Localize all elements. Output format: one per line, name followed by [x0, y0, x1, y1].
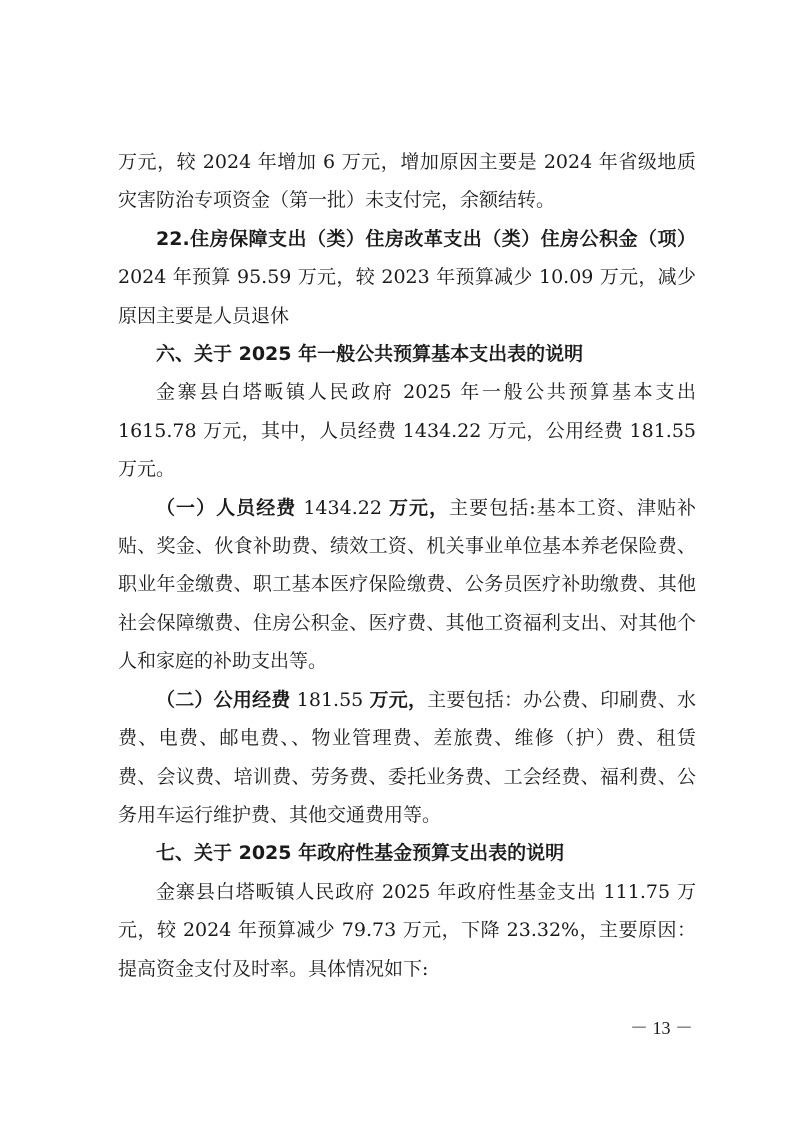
page-number: － 13 －: [630, 1018, 693, 1038]
paragraph-personnel-costs: [118, 489, 696, 681]
public-text: 主要包括：办公费、印刷费、水费、电费、邮电费、、物业管理费、差旅费、维修（护）费、租赁费、会议费、培训费、劳务费、委托业务费、工会经费、福利费、公务用车运行维护费、其他交通费用等。: [118, 688, 696, 826]
personnel-unit: 万元，: [389, 496, 450, 519]
paragraph-basic-expenditure: 金寨县白塔畈镇人民政府 2025 年一般公共预算基本支出 1615.78 万元，其中，人员经费 1434.22 万元，公用经费 181.55 万元。: [118, 381, 696, 481]
public-unit: 万元，: [369, 688, 428, 711]
subheading-personnel: （一）人员经费: [156, 496, 297, 519]
paragraph-public-costs: [118, 681, 696, 835]
section-heading-6: 六、关于 2025 年一般公共预算基本支出表的说明: [156, 343, 584, 366]
section-heading-7: 七、关于 2025 年政府性基金预算支出表的说明: [156, 842, 565, 865]
document-body: [118, 143, 696, 988]
personnel-amount: 1434.22: [296, 496, 389, 519]
public-amount: 181.55: [290, 688, 370, 711]
personnel-text: 主要包括:基本工资、津贴补贴、奖金、伙食补助费、绩效工资、机关事业单位基本养老保险费、职业年金缴费、职工基本医疗保险缴费、公务员医疗补助缴费、其他社会保障缴费、住房公积金、医疗费、其他工资福利支出、对其他个人和家庭的补助支出等。: [118, 496, 696, 673]
paragraph-continuation: 万元，较 2024 年增加 6 万元，增加原因主要是 2024 年省级地质灾害防治专项资金（第一批）未支付完，余额结转。: [118, 151, 696, 212]
item-heading: 22.住房保障支出（类）住房改革支出（类）住房公积金（项）: [156, 227, 696, 250]
paragraph-government-fund: 金寨县白塔畈镇人民政府 2025 年政府性基金支出 111.75 万元，较 2024 年预算减少 79.73 万元，下降 23.32%，主要原因：提高资金支付及时率。具体情况如下:: [118, 880, 696, 980]
paragraph-housing-fund: [118, 220, 696, 335]
item-text: 2024 年预算 95.59 万元，较 2023 年预算减少 10.09 万元，减少原因主要是人员退休: [118, 266, 696, 327]
subheading-public: （二）公用经费: [156, 688, 291, 711]
